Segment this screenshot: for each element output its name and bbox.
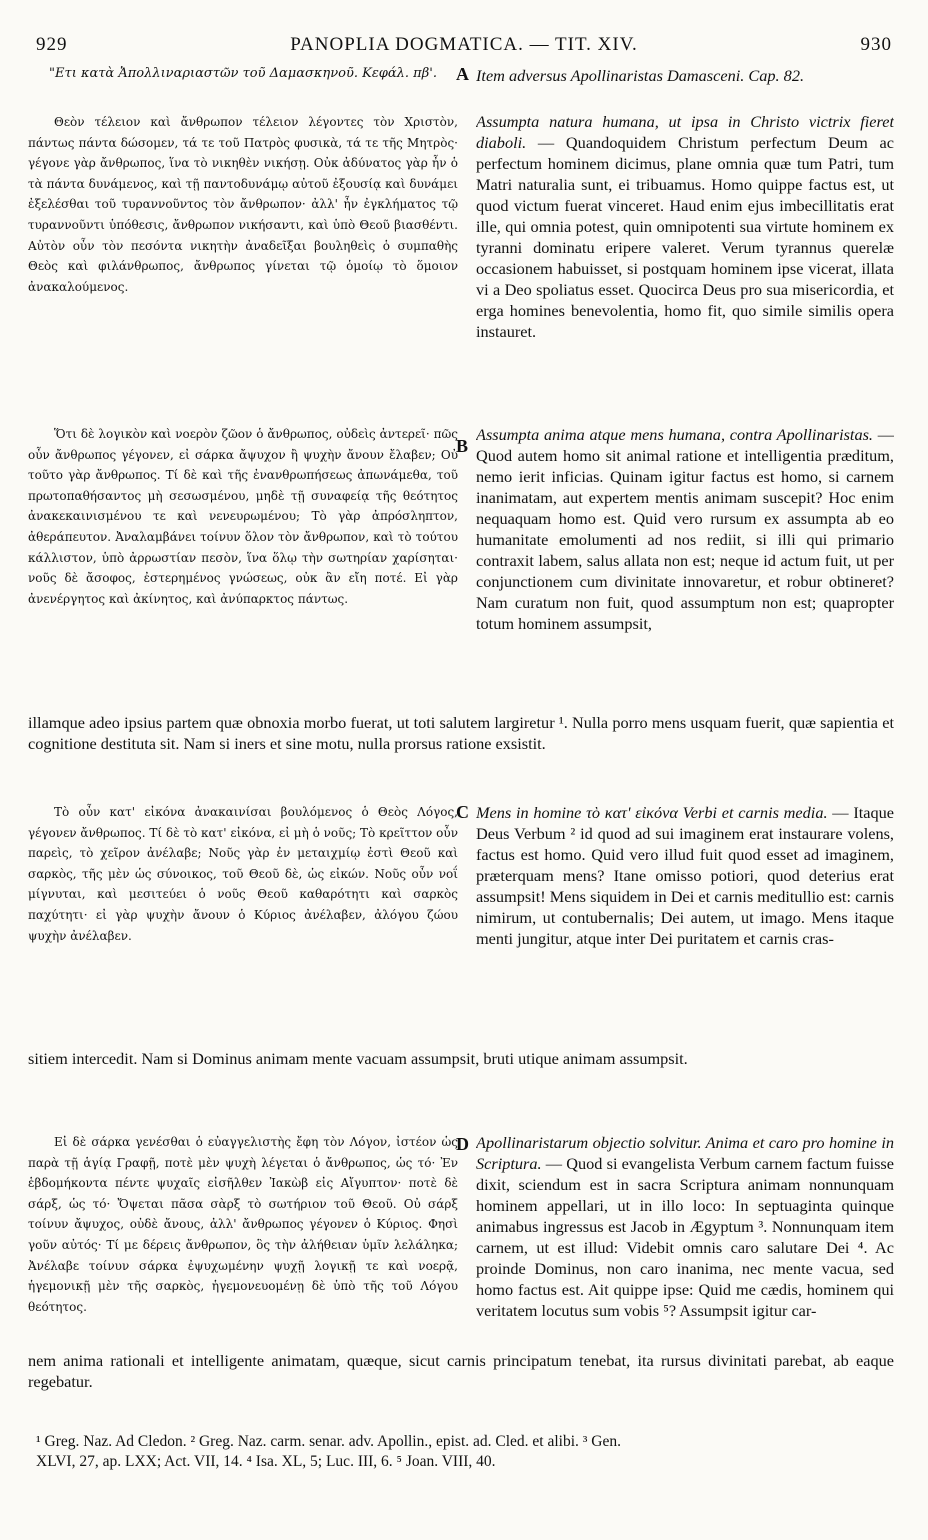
latin-text-3: — Itaque Deus Verbum ² id quod ad sui imaginem erat instaurare volens, factus est homo. Quid vero illud fuit quod esset ad imaginem, præterquam mens? Itane omisso potiori, quod deterius erat assumpsit! Mens siquidem in Dei et carnis meditullio est: carnis nimirum, ut contubernalis; Dei autem, ut imago. Mens itaque menti jungitur, atque inter Dei puritatem et carnis cras-	[476, 803, 894, 948]
latin-text-1: — Quandoquidem Christum perfectum Deum ac perfectum hominem dicimus, plane omnia quæ tum Patri, tum Matri naturalia sunt, ei tribuamus. Homo quippe factus est, ut quod victum fuerat vinceret. Haud enim ejus imbecillitatis erat ille, qui omnia potest, quin omnipotenti sua virtute hominem ex tyranni dominatu eripere valeret. Verum tyrannus querelæ occasionem habuisset, si postquam hominem ipse vicerat, illata vi a Deo spoliatus esset. Quocirca Deus pro sua misericordia, et erga homines benevolentia, homo fit, quo simile similis opera instauret.	[476, 133, 894, 341]
greek-section-title: "Ετι κατὰ Ἀπολλιναριαστῶν τοῦ Δαμασκηνοῦ. Κεφάλ. πβ'.	[49, 66, 437, 81]
latin-paragraph-2	[476, 424, 894, 712]
latin-paragraph-4	[476, 1132, 894, 1350]
latin-heading-1: Assumpta natura humana, ut ipsa in Christo victrix fieret diaboli.	[476, 112, 894, 152]
latin-heading-3: Mens in homine τὸ κατ' εἰκόνα Verbi et carnis media.	[476, 803, 828, 822]
greek-paragraph-1: Θεὸν τέλειον καὶ ἄνθρωπον τέλειον λέγοντες τὸν Χριστὸν, πάντως πάντα δώσομεν, τά τε τοῦ Πατρὸς φυσικὰ, τά τε τῆς Μητρὸς· γέγονε γὰρ ἄνθρωπος, ἵνα τὸ νικηθὲν νικήσῃ. Οὐκ ἀδύνατος γὰρ ἦν ὁ τὰ πάντα δυνάμενος, καὶ τῇ παντοδυνάμῳ αὐτοῦ ἐξουσίᾳ καὶ δυνάμει ἐξελέσθαι τοῦ τυραννοῦντος τὸν ἄνθρωπον· ἀλλ' ἦν ἐγκλήματος τῷ τυραννοῦντι ὑπόθεσις, ἄνθρωπον νικήσαντι, καὶ ὑπὸ Θεοῦ βιασθέντι. Αὐτὸν οὖν τὸν πεσόντα νικητὴν ἀναδεῖξαι βουληθεὶς ὁ συμπαθὴς Θεὸς καὶ φιλάνθρωπος, ἄνθρωπος γίνεται τῷ ὁμοίῳ τὸ ὅμοιον ἀνακαλούμενος.	[28, 115, 458, 294]
page-number-left: 929	[36, 34, 68, 55]
greek-paragraph-2: Ὅτι δὲ λογικὸν καὶ νοερὸν ζῶον ὁ ἄνθρωπος, οὐδεὶς ἀντερεῖ· πῶς οὖν ἄνθρωπος γέγονεν, εἰ σάρκα ἄψυχον ἢ ψυχὴν ἄνουν ἔλαβεν; Οὐ τοῦτο γὰρ ἄνθρωπος. Τί δὲ καὶ τῆς ἐνανθρωπήσεως ἀπωνάμεθα, τοῦ πρωτοπαθήσαντος μὴ σεσωσμένου, μηδὲ τῇ συναφείᾳ τῆς θεότητος ἀνακεκαινισμένου τε καὶ νενευρωμένου; Τὸ γὰρ ἀπρόσληπτον, ἀθεράπευτον. Ἀναλαμβάνει τοίνυν ὅλον τὸν ἄνθρωπον, καὶ τὸ τούτου κάλλιστον, ὑπὸ ἀρρωστίαν πεσὸν, ἵνα ὅλῳ τὴν σωτηρίαν χαρίσηται· νοῦς δὲ ἄσοφος, ἐστερημένος γνώσεως, οὐκ ἂν εἴη ποτέ. Εἰ γὰρ ἀνενέργητος καὶ ἀκίνητος, καὶ ἀνύπαρκτος πάντως.	[28, 427, 458, 606]
latin-continuation-2: illamque adeo ipsius partem quæ obnoxia morbo fuerat, ut toti salutem largiretur ¹. Nulla porro mens usquam fuerit, quæ sapientia et cognitione destituta sit. Nam si iners et sine motu, nulla prorsus ratione exsistit.	[28, 713, 894, 753]
latin-text-4: — Quod si evangelista Verbum carnem factum fuisse dixit, sciendum est in sacra Scriptura animam nonnunquam hominem appellari, ut in illo loco: In septuaginta quinque animabus ingressus est Jacob in Ægyptum ³. Nonnunquam item carnem, ut est illud: Videbit omnis caro salutare Dei ⁴. Ac proinde Dominus, non caro inanima, nec mente vacua, sed homo factus est. Ait quippe ipse: Quid me cædis, hominem qui veritatem locutus sum vobis ⁵? Assumpsit igitur car-	[476, 1154, 894, 1320]
latin-paragraph-3	[476, 802, 894, 1042]
footnote-line-2: XLVI, 27, ap. LXX; Act. VII, 14. ⁴ Isa. XL, 5; Luc. III, 6. ⁵ Joan. VIII, 40.	[36, 1453, 496, 1470]
latin-section-title: Item adversus Apollinaristas Damasceni. Cap. 82.	[476, 66, 805, 85]
margin-marker-c: C	[456, 802, 469, 822]
margin-marker-b: B	[456, 436, 469, 456]
greek-paragraph-4: Εἰ δὲ σάρκα γενέσθαι ὁ εὐαγγελιστὴς ἔφη τὸν Λόγον, ἰστέον ὡς παρὰ τῇ ἁγίᾳ Γραφῇ, ποτὲ μὲν ψυχὴ λέγεται ὁ ἄνθρωπος, ὡς τό· Ἐν ἑβδομήκοντα πέντε ψυχαῖς εἰσῆλθεν Ἰακὼβ εἰς Αἴγυπτον· ποτὲ δὲ σάρξ, ὡς τό· Ὄψεται πᾶσα σὰρξ τὸ σωτήριον τοῦ Θεοῦ. Οὐ σάρξ τοίνυν ἄψυχος, οὐδὲ ἄνους, ἀλλ' ἄνθρωπος γέγονεν ὁ Κύριος. Φησὶ γοῦν αὐτός· Τί με δέρεις ἄνθρωπον, ὃς τὴν ἀλήθειαν ὑμῖν λελάληκα; Ἀνέλαβε τοίνυν σάρκα ἐψυχωμένην ψυχῇ λογικῇ τε καὶ νοερᾷ, ἡγεμονικῇ μὲν τῆς σαρκὸς, ἡγεμονευομένῃ δὲ ὑπὸ τῆς τοῦ Λόγου θεότητος.	[28, 1135, 458, 1314]
greek-paragraph-3: Τὸ οὖν κατ' εἰκόνα ἀνακαινίσαι βουλόμενος ὁ Θεὸς Λόγος, γέγονεν ἄνθρωπος. Τί δὲ τὸ κατ' εἰκόνα, εἰ μὴ ὁ νοῦς; Τὸ κρεῖττον οὖν παρεὶς, τὸ χεῖρον ἀνέλαβε; Νοῦς γὰρ ἐν μεταιχμίῳ ἐστὶ Θεοῦ καὶ σαρκὸς, τῆς μὲν ὡς σύνοικος, τοῦ Θεοῦ δὲ, ὡς εἰκών. Νοῦς οὖν νοΐ μίγνυται, καὶ μεσιτεύει ὁ νοῦς Θεοῦ καθαρότητι καὶ σαρκὸς παχύτητι· εἰ γὰρ ψυχὴν ἄνουν ὁ Κύριος ἀνέλαβεν, ἀλόγου ζώου ψυχὴν ἀνέλαβεν.	[28, 805, 458, 943]
running-title: PANOPLIA DOGMATICA. — TIT. XIV.	[290, 34, 638, 55]
latin-continuation-4: nem anima rationali et intelligente animatam, quæque, sicut carnis principatum tenebat, ita rursus divinitati parebat, ab eaque regebatur.	[28, 1351, 894, 1391]
latin-text-2: — Quod autem homo sit animal ratione et intelligentia præditum, nemo ierit inficias. Quinam igitur factus est homo, si carnem inanimatam, aut expertem mentis animam suscepit? Hoc enim nequaquam homo est. Quid vero rursum ex assumpta ab eo humanitate emolumenti ad nos rediit, si illi qui primario contraxit labem, salus allata non est; neque id actum fuit, ut per conjunctionem cum divinitate innovaretur, et robur obtineret? Nam curatum non fuit, quod assumptum non est; quapropter totum hominem assumpsit,	[476, 425, 894, 633]
latin-heading-2: Assumpta anima atque mens humana, contra Apollinaristas.	[476, 425, 873, 444]
margin-marker-a: A	[456, 64, 469, 84]
margin-marker-d: D	[456, 1134, 469, 1154]
page-header	[36, 34, 892, 64]
footnotes	[36, 1432, 896, 1472]
latin-paragraph-1	[476, 111, 894, 421]
latin-continuation-3: sitiem intercedit. Nam si Dominus animam mente vacuam assumpsit, bruti utique animam assumpsit.	[28, 1049, 688, 1068]
page-number-right: 930	[860, 34, 892, 55]
footnote-line-1: ¹ Greg. Naz. Ad Cledon. ² Greg. Naz. carm. senar. adv. Apollin., epist. ad. Cled. et alibi. ³ Gen.	[36, 1433, 621, 1450]
latin-heading-4: Apollinaristarum objectio solvitur. Anima et caro pro homine in Scriptura.	[476, 1133, 894, 1173]
